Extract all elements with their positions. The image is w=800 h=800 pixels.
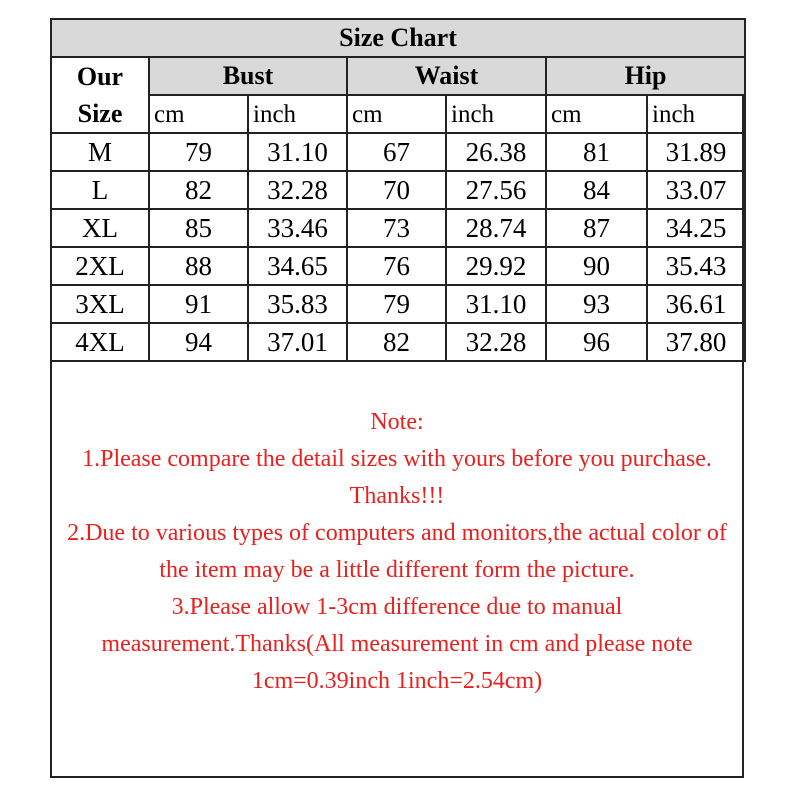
waist-header: Waist (347, 57, 546, 95)
note-item-1: 1.Please compare the detail sizes with yours before you purchase. Thanks!!! (82, 446, 712, 509)
bust-inch-cell: 34.65 (248, 247, 347, 285)
waist-cm-cell: 73 (347, 209, 446, 247)
waist-cm-cell: 70 (347, 171, 446, 209)
size-chart-title: Size Chart (51, 19, 745, 57)
hip-cm-cell: 87 (546, 209, 647, 247)
size-cell: 2XL (51, 247, 149, 285)
bust-cm-cell: 85 (149, 209, 248, 247)
note-item-2: 2.Due to various types of computers and monitors,the actual color of the item may be a little different form the picture. (67, 520, 727, 583)
waist-inch-cell: 31.10 (446, 285, 546, 323)
bust-inch-cell: 32.28 (248, 171, 347, 209)
size-cell: 4XL (51, 323, 149, 361)
bust-inch-cell: 31.10 (248, 133, 347, 171)
our-size-line2: Size (77, 99, 123, 128)
hip-cm-header: cm (546, 95, 647, 133)
waist-cm-cell: 76 (347, 247, 446, 285)
bust-cm-cell: 88 (149, 247, 248, 285)
waist-cm-header: cm (347, 95, 446, 133)
note-heading: Note: (370, 409, 424, 435)
note-section (54, 404, 740, 700)
table-row (51, 247, 745, 285)
hip-cm-cell: 93 (546, 285, 647, 323)
our-size-header (51, 57, 149, 133)
waist-cm-cell: 67 (347, 133, 446, 171)
table-row (51, 171, 745, 209)
hip-header: Hip (546, 57, 745, 95)
table-row (51, 285, 745, 323)
bust-inch-cell: 35.83 (248, 285, 347, 323)
size-cell: XL (51, 209, 149, 247)
note-item-3: 3.Please allow 1-3cm difference due to manual measurement.Thanks(All measurement in cm and please note 1cm=0.39inch 1inch=2.54cm) (101, 594, 693, 694)
bust-cm-cell: 91 (149, 285, 248, 323)
waist-inch-cell: 29.92 (446, 247, 546, 285)
table-row (51, 323, 745, 361)
bust-inch-cell: 33.46 (248, 209, 347, 247)
hip-cm-cell: 96 (546, 323, 647, 361)
waist-cm-cell: 79 (347, 285, 446, 323)
unit-header-row (51, 95, 745, 133)
hip-inch-cell: 31.89 (647, 133, 745, 171)
waist-inch-cell: 26.38 (446, 133, 546, 171)
bust-header: Bust (149, 57, 347, 95)
hip-inch-cell: 34.25 (647, 209, 745, 247)
waist-cm-cell: 82 (347, 323, 446, 361)
hip-inch-cell: 33.07 (647, 171, 745, 209)
hip-inch-cell: 37.80 (647, 323, 745, 361)
hip-inch-cell: 36.61 (647, 285, 745, 323)
size-cell: M (51, 133, 149, 171)
hip-inch-cell: 35.43 (647, 247, 745, 285)
our-size-line1: Our (76, 62, 124, 91)
size-chart-table (50, 18, 746, 362)
table-row (51, 133, 745, 171)
bust-cm-cell: 79 (149, 133, 248, 171)
table-row (51, 209, 745, 247)
hip-cm-cell: 84 (546, 171, 647, 209)
hip-cm-cell: 81 (546, 133, 647, 171)
size-cell: 3XL (51, 285, 149, 323)
bust-cm-cell: 94 (149, 323, 248, 361)
waist-inch-cell: 27.56 (446, 171, 546, 209)
hip-inch-header: inch (647, 95, 745, 133)
bust-cm-header: cm (149, 95, 248, 133)
waist-inch-header: inch (446, 95, 546, 133)
group-header-row (51, 57, 745, 95)
bust-inch-header: inch (248, 95, 347, 133)
bust-cm-cell: 82 (149, 171, 248, 209)
size-cell: L (51, 171, 149, 209)
bust-inch-cell: 37.01 (248, 323, 347, 361)
hip-cm-cell: 90 (546, 247, 647, 285)
waist-inch-cell: 28.74 (446, 209, 546, 247)
title-row (51, 19, 745, 57)
waist-inch-cell: 32.28 (446, 323, 546, 361)
